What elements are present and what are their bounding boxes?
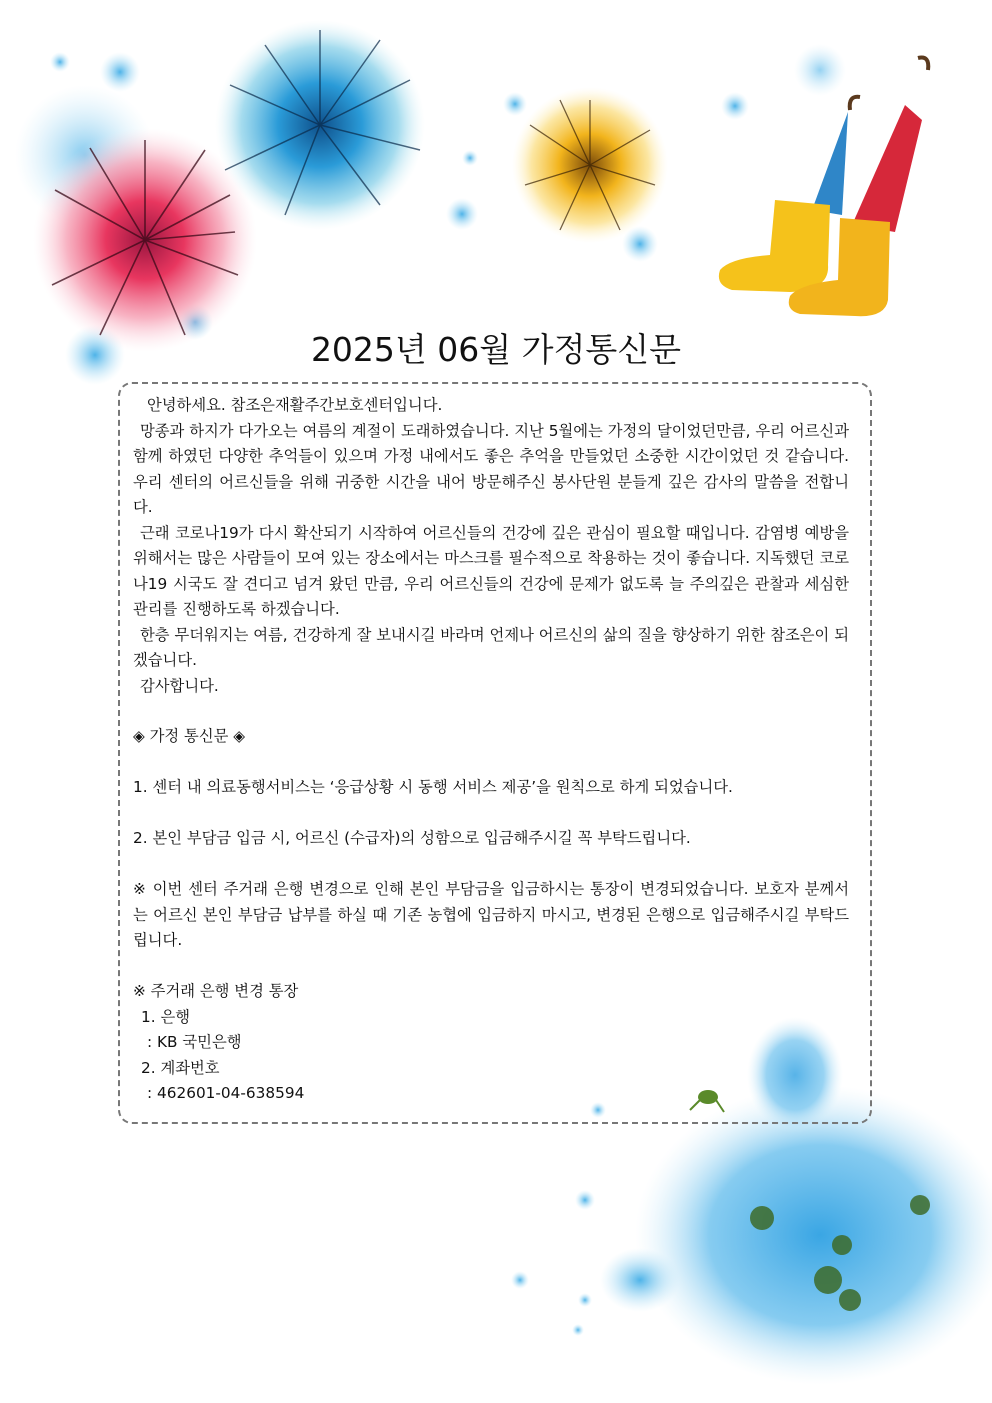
notice-bank-heading: ※ 주거래 은행 변경 통장 [133, 982, 299, 1000]
pond-water [635, 1085, 992, 1385]
greeting-line: 안녕하세요. 참조은재활주간보호센터입니다. [147, 396, 443, 414]
paragraph-covid: 근래 코로나19가 다시 확산되기 시작하여 어르신들의 건강에 깊은 관심이 필요할 때입니다. 감염병 예방을 위해서는 많은 사람들이 모여 있는 장소에서는 마스크를 필수적으로 착용하는 것이 좋습니다. 지독했던 코로나19 시국도 잘 견디고 넘겨 왔던 만큼, 우리 어르신들의 건강에 문제가 없도록 늘 주의깊은 관찰과 세심한 관리를 진행하도록 하겠습니다. [133, 523, 849, 618]
notice-item-1: 1. 센터 내 의료동행서비스는 ‘응급상황 시 동행 서비스 제공’을 원칙으로 하게 되었습니다. [133, 778, 733, 796]
notice-item-2: 2. 본인 부담금 입금 시, 어르신 (수급자)의 성함으로 입금해주시길 꼭 부탁드립니다. [133, 829, 691, 847]
blue-umbrella [215, 20, 425, 230]
pink-umbrella [33, 128, 257, 352]
yellow-umbrella [512, 87, 668, 243]
paragraph-summer: 한층 무더워지는 여름, 건강하게 잘 보내시길 바라며 언제나 어르신의 삶의 질을 향상하기 위한 참조은이 되겠습니다. [133, 625, 849, 669]
boots-and-umbrellas [719, 58, 928, 317]
paragraph-season: 망종과 하지가 다가오는 여름의 계절이 도래하였습니다. 지난 5월에는 가정의 달이었던만큼, 우리 어르신과 함께 하였던 다양한 추억들이 있으며 가정 내에서도 좋은 추억을 만들었던 소중한 시간이었던 것 같습니다. 우리 센터의 어르신들을 위해 귀중한 시간을 내어 방문해주신 봉사단원 분들게 깊은 감사의 말씀을 전합니다. [133, 421, 849, 516]
account-value: : 462601-04-638594 [147, 1084, 305, 1102]
bank-value: : KB 국민은행 [147, 1033, 242, 1051]
thanks-line: 감사합니다. [140, 676, 219, 695]
notice-bank-change: ※ 이번 센터 주거래 은행 변경으로 인해 본인 부담금을 입금하시는 통장이 변경되었습니다. 보호자 분께서는 어르신 본인 부담금 납부를 하실 때 기존 농협에 입금하지 마시고, 변경된 은행으로 입금해주시길 부탁드립니다. [133, 880, 849, 949]
page-title: 2025년 06월 가정통신문 [310, 330, 682, 369]
bank-label: 1. 은행 [141, 1007, 191, 1026]
letter-content [133, 393, 849, 1107]
account-label: 2. 계좌번호 [141, 1058, 220, 1077]
notice-heading: ◈ 가정 통신문 ◈ [133, 727, 245, 745]
